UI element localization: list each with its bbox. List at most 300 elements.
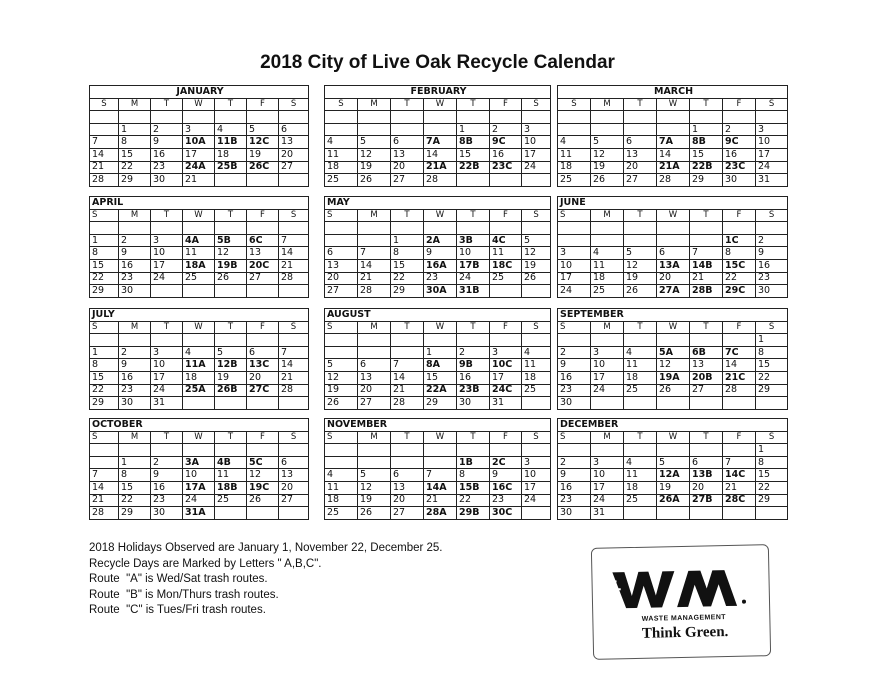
date-cell: 5 [522,234,551,247]
date-cell: 30 [119,397,151,410]
empty-cell [151,222,183,235]
date-cell: 8 [119,136,151,149]
date-cell: 2 [490,123,522,136]
day-of-week-header: S [756,321,788,334]
date-cell: 22 [90,272,119,285]
date-cell: 2 [151,123,183,136]
date-cell: 10C [490,359,522,372]
date-cell: 8 [391,247,424,260]
day-of-week-header: T [151,209,183,222]
day-of-week-header: W [183,209,215,222]
date-cell: 21 [279,371,309,384]
date-cell: 26B [215,384,247,397]
empty-cell [215,334,247,347]
date-cell: 27B [690,494,723,507]
empty-cell [591,444,624,457]
date-cell: 27C [247,384,279,397]
date-cell: 17 [756,148,788,161]
day-of-week-header: W [657,98,690,111]
date-cell: 14 [358,259,391,272]
date-cell: 2 [558,456,591,469]
day-of-week-header: M [119,431,151,444]
date-cell: 12C [247,136,279,149]
date-cell: 22 [723,272,756,285]
empty-cell [247,444,279,457]
date-cell: 2 [756,234,788,247]
day-of-week-header: F [723,321,756,334]
empty-cell [522,397,551,410]
date-cell: 21 [391,384,424,397]
date-cell: 6C [247,234,279,247]
date-cell: 13 [358,371,391,384]
date-cell: 1 [391,234,424,247]
empty-cell [591,234,624,247]
empty-cell [457,174,490,187]
day-of-week-header: F [490,321,522,334]
empty-cell [183,444,215,457]
date-cell: 10 [591,359,624,372]
week-row [90,397,309,410]
month-table-august [324,308,551,410]
empty-cell [90,222,119,235]
day-of-week-header: T [624,321,657,334]
date-cell: 13 [391,148,424,161]
date-cell: 5 [358,136,391,149]
date-cell: 29 [90,397,119,410]
date-cell: 5 [215,346,247,359]
week-row [558,334,788,347]
date-cell: 16C [490,481,522,494]
empty-cell [657,444,690,457]
date-cell: 15 [119,481,151,494]
date-cell: 23C [723,161,756,174]
empty-cell [690,334,723,347]
date-cell: 12 [522,247,551,260]
date-cell: 10 [756,136,788,149]
date-cell: 6B [690,346,723,359]
month-name: MARCH [558,86,788,99]
date-cell: 16 [151,481,183,494]
empty-cell [151,111,183,124]
date-cell: 13 [279,136,309,149]
empty-cell [119,334,151,347]
empty-cell [325,444,358,457]
date-cell: 22A [424,384,457,397]
empty-cell [391,444,424,457]
date-cell: 18 [183,371,215,384]
empty-cell [756,111,788,124]
date-cell: 1 [119,456,151,469]
week-row [558,456,788,469]
day-of-week-header: S [90,209,119,222]
date-cell: 29 [391,285,424,298]
date-cell: 13 [279,469,309,482]
date-cell: 27 [690,384,723,397]
date-cell: 25 [591,285,624,298]
date-cell: 2C [490,456,522,469]
empty-cell [325,456,358,469]
week-row [558,371,788,384]
week-row [325,174,551,187]
month-name: JANUARY [90,86,309,99]
empty-cell [624,507,657,520]
month-name: OCTOBER [90,419,309,432]
date-cell: 17 [151,371,183,384]
date-cell: 9 [119,247,151,260]
date-cell: 28C [723,494,756,507]
date-cell: 18C [490,259,522,272]
empty-cell [247,507,279,520]
date-cell: 14B [690,259,723,272]
date-cell: 10 [183,469,215,482]
day-of-week-header: S [90,321,119,334]
date-cell: 23 [558,384,591,397]
date-cell: 10 [457,247,490,260]
day-of-week-header: S [279,209,309,222]
day-of-week-header: T [457,321,490,334]
date-cell: 3 [151,234,183,247]
date-cell: 3 [522,456,551,469]
day-of-week-header: F [247,98,279,111]
date-cell: 6 [279,456,309,469]
day-of-week-header: T [151,431,183,444]
week-row [325,272,551,285]
week-row [558,469,788,482]
empty-cell [279,397,309,410]
empty-cell [558,444,591,457]
date-cell: 9C [490,136,522,149]
date-cell: 10 [522,136,551,149]
date-cell: 24 [151,272,183,285]
empty-cell [490,111,522,124]
date-cell: 1B [457,456,490,469]
date-cell: 4 [183,346,215,359]
empty-cell [756,397,788,410]
week-row [558,259,788,272]
week-row [325,359,551,372]
date-cell: 3B [457,234,490,247]
empty-cell [457,444,490,457]
week-row [90,456,309,469]
empty-cell [90,111,119,124]
date-cell: 23C [490,161,522,174]
empty-cell [490,334,522,347]
empty-cell [624,111,657,124]
date-cell: 17 [490,371,522,384]
empty-cell [424,123,457,136]
date-cell: 31 [591,507,624,520]
date-cell: 12B [215,359,247,372]
week-row [90,272,309,285]
empty-cell [558,123,591,136]
date-cell: 24 [457,272,490,285]
empty-cell [558,334,591,347]
logo-tagline: WASTE MANAGEMENT [641,614,727,623]
date-cell: 14 [391,371,424,384]
date-cell: 14 [657,148,690,161]
week-row [90,507,309,520]
date-cell: 30 [119,285,151,298]
week-row [558,247,788,260]
date-cell: 9 [558,469,591,482]
day-of-week-header: F [723,98,756,111]
date-cell: 11 [325,148,358,161]
date-cell: 14 [279,359,309,372]
date-cell: 18 [624,481,657,494]
date-cell: 1 [756,334,788,347]
date-cell: 20 [279,481,309,494]
week-row [325,123,551,136]
date-cell: 30 [558,507,591,520]
date-cell: 17 [591,371,624,384]
empty-cell [247,174,279,187]
date-cell: 18 [325,494,358,507]
week-row [325,334,551,347]
date-cell: 30 [457,397,490,410]
date-cell: 22B [690,161,723,174]
date-cell: 17 [522,148,551,161]
date-cell: 21A [424,161,457,174]
date-cell: 21 [90,161,119,174]
week-row [558,397,788,410]
date-cell: 15 [690,148,723,161]
date-cell: 13 [690,359,723,372]
empty-cell [591,334,624,347]
date-cell: 9 [119,359,151,372]
date-cell: 12 [591,148,624,161]
date-cell: 19 [591,161,624,174]
date-cell: 4 [624,456,657,469]
date-cell: 9 [756,247,788,260]
date-cell: 28 [279,272,309,285]
date-cell: 26 [591,174,624,187]
empty-cell [215,222,247,235]
date-cell: 27 [391,174,424,187]
date-cell: 23 [119,272,151,285]
date-cell: 19C [247,481,279,494]
empty-cell [723,222,756,235]
date-cell: 5 [591,136,624,149]
week-row [558,148,788,161]
empty-cell [151,334,183,347]
date-cell: 27 [624,174,657,187]
week-row [558,346,788,359]
empty-cell [215,174,247,187]
date-cell: 19 [657,481,690,494]
empty-cell [591,123,624,136]
empty-cell [90,123,119,136]
empty-cell [183,285,215,298]
date-cell: 1 [690,123,723,136]
date-cell: 19 [358,494,391,507]
week-row [90,371,309,384]
day-of-week-header: M [358,98,391,111]
date-cell: 4C [490,234,522,247]
date-cell: 13 [391,481,424,494]
date-cell: 10 [591,469,624,482]
date-cell: 3 [183,123,215,136]
empty-cell [358,346,391,359]
date-cell: 14 [279,247,309,260]
day-of-week-header: F [490,431,522,444]
date-cell: 20 [690,481,723,494]
date-cell: 22B [457,161,490,174]
date-cell: 20C [247,259,279,272]
date-cell: 25B [215,161,247,174]
date-cell: 26 [247,494,279,507]
day-of-week-header: T [624,431,657,444]
week-row [325,234,551,247]
empty-cell [690,234,723,247]
empty-cell [624,234,657,247]
date-cell: 28 [391,397,424,410]
date-cell: 25 [624,384,657,397]
empty-cell [490,174,522,187]
empty-cell [657,123,690,136]
date-cell: 4B [215,456,247,469]
page-title: 2018 City of Live Oak Recycle Calendar [260,52,615,73]
date-cell: 24C [490,384,522,397]
day-of-week-header: W [657,431,690,444]
date-cell: 28A [424,507,457,520]
date-cell: 27 [279,494,309,507]
day-of-week-header: M [591,98,624,111]
date-cell: 14C [723,469,756,482]
date-cell: 5 [358,469,391,482]
empty-cell [279,507,309,520]
week-row [90,285,309,298]
week-row [558,272,788,285]
date-cell: 8A [424,359,457,372]
day-of-week-header: S [756,98,788,111]
week-row [90,222,309,235]
day-of-week-header: W [183,321,215,334]
date-cell: 3 [151,346,183,359]
date-cell: 1 [119,123,151,136]
date-cell: 6 [247,346,279,359]
date-cell: 19A [657,371,690,384]
date-cell: 16 [558,481,591,494]
date-cell: 22 [756,371,788,384]
empty-cell [151,444,183,457]
date-cell: 31 [490,397,522,410]
date-cell: 21 [424,494,457,507]
day-of-week-header: T [391,321,424,334]
date-cell: 19 [215,371,247,384]
date-cell: 7A [424,136,457,149]
empty-cell [657,507,690,520]
date-cell: 9B [457,359,490,372]
date-cell: 15C [723,259,756,272]
empty-cell [358,222,391,235]
empty-cell [325,222,358,235]
week-row [325,247,551,260]
month-table-april [89,196,309,298]
empty-cell [690,222,723,235]
date-cell: 27A [657,285,690,298]
date-cell: 9 [151,469,183,482]
week-row [558,234,788,247]
date-cell: 7C [723,346,756,359]
date-cell: 6 [391,136,424,149]
date-cell: 27 [247,272,279,285]
date-cell: 26 [358,507,391,520]
day-of-week-header: M [119,321,151,334]
date-cell: 10 [151,247,183,260]
date-cell: 29 [90,285,119,298]
week-row [325,222,551,235]
date-cell: 20 [624,161,657,174]
note-route-b: Route "B" is Mon/Thurs trash routes. [89,588,279,601]
empty-cell [215,444,247,457]
date-cell: 9 [151,136,183,149]
date-cell: 20 [325,272,358,285]
date-cell: 28 [90,174,119,187]
date-cell: 3 [522,123,551,136]
date-cell: 22 [119,494,151,507]
date-cell: 4 [591,247,624,260]
day-of-week-header: F [490,98,522,111]
day-of-week-header: S [522,98,551,111]
date-cell: 8 [457,469,490,482]
empty-cell [490,285,522,298]
date-cell: 17 [558,272,591,285]
date-cell: 7 [391,359,424,372]
date-cell: 23 [756,272,788,285]
date-cell: 19B [215,259,247,272]
date-cell: 17 [151,259,183,272]
date-cell: 15 [119,148,151,161]
empty-cell [490,222,522,235]
day-of-week-header: S [325,431,358,444]
day-of-week-header: F [247,321,279,334]
month-table-january [89,85,309,187]
date-cell: 4 [522,346,551,359]
date-cell: 20 [391,161,424,174]
date-cell: 5B [215,234,247,247]
empty-cell [215,507,247,520]
date-cell: 7 [90,469,119,482]
empty-cell [690,397,723,410]
empty-cell [279,222,309,235]
empty-cell [119,444,151,457]
date-cell: 28 [424,174,457,187]
date-cell: 30 [756,285,788,298]
day-of-week-header: F [247,431,279,444]
day-of-week-header: T [457,98,490,111]
empty-cell [247,111,279,124]
week-row [325,136,551,149]
empty-cell [657,234,690,247]
date-cell: 1 [90,234,119,247]
week-row [558,507,788,520]
date-cell: 12 [247,469,279,482]
day-of-week-header: W [424,98,457,111]
date-cell: 20 [247,371,279,384]
empty-cell [558,111,591,124]
date-cell: 3A [183,456,215,469]
month-table-december [557,418,788,520]
empty-cell [624,123,657,136]
empty-cell [325,123,358,136]
empty-cell [358,334,391,347]
date-cell: 25A [183,384,215,397]
week-row [558,384,788,397]
date-cell: 20 [279,148,309,161]
day-of-week-header: S [522,209,551,222]
date-cell: 13C [247,359,279,372]
empty-cell [558,234,591,247]
